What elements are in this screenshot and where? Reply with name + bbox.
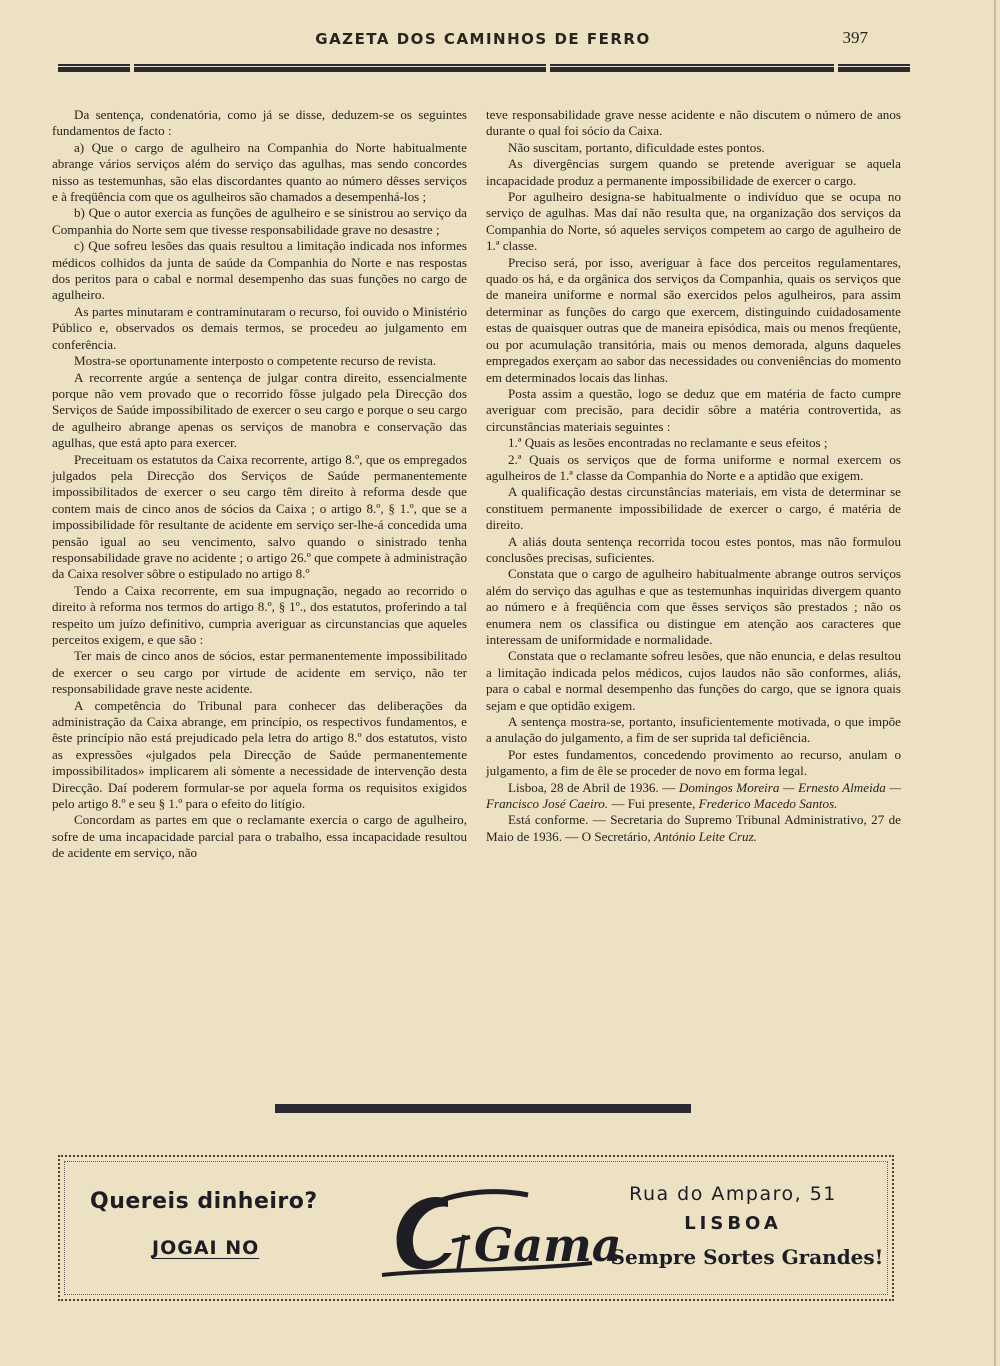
paragraph: A sentença mostra-se, portanto, insuficientemente motivada, o que impõe a anulação do julgamento, a fim de ser suprida tal deficiência.: [486, 714, 901, 746]
conformity-name: António Leite Cruz.: [654, 828, 757, 844]
signature-block: [486, 780, 901, 813]
ad-address: Rua do Amparo, 51: [629, 1183, 837, 1205]
paragraph: A competência do Tribunal para conhecer das deliberações da administração da Caixa abrange, em princípio, os respectivos fundamentos, e êste princípio não está prejudicado pela letra do artigo 8.º dos estatutos, visto as expressões «julgados pela Direcção de Saúde permanentemente impossibilitados» implicarem ali sòmente a necessidade de intervenção desta Direcção. Daí poderem formular-se por aquela forma os requisitos exigidos pelo artigo 8.º e seu § 1.º para o efeito do litígio.: [52, 697, 467, 812]
ad-headline: Quereis dinheiro?: [90, 1189, 318, 1214]
paragraph: Concordam as partes em que o reclamante exercia o cargo de agulheiro, sofre de uma incapacidade parcial para o trabalho, essa incapacidade resultou de acidente em serviço, não: [52, 812, 467, 861]
paragraph: Preciso será, por isso, averiguar à face dos perceitos regulamentares, quado os há, e da orgânica dos serviços da Companhia, quais os serviços que de maneira uniforme e normal são exercidos pelos agulheiros, para assim determinar as funções do cargo que exercem, distinguindo cuidadosamente estas de quaisquer outras que de maneira episódica, mais ou menos freqüente, ou por acumulação transitória, mais ou menos demorada, alguns daqueles empregados exerçam ao sabor das necessidades ou conveniências do momento em determinados locais das linhas.: [486, 254, 901, 385]
page-number: 397: [842, 28, 868, 47]
signature-present-label: — Fui presente,: [611, 796, 696, 812]
paragraph: Não suscitam, portanto, dificuldade estes pontos.: [508, 139, 765, 155]
paragraph: A aliás douta sentença recorrida tocou estes pontos, mas não formulou conclusões precisas, suficientes.: [486, 533, 901, 565]
signature-names: Domingos Moreira — Ernesto Almeida — Francisco José Caeiro.: [486, 779, 901, 812]
gama-logo: [378, 1179, 622, 1289]
ad-slogan: Sempre Sortes Grandes!: [610, 1245, 884, 1269]
paragraph: Constata que o reclamante sofreu lesões, que não enuncia, e delas resultou a limitação indicada pelos médicos, cujos laudos não são conformes, aliás, para o cabal e normal desempenho das funções do cargo, que se ignora quais sejam e que optidão exigem.: [486, 648, 901, 713]
article-column-right: [486, 107, 901, 845]
header-rule-gap: [546, 64, 550, 72]
paragraph: 2.ª Quais os serviços que de forma uniforme e normal exercem os agulheiros de 1.ª classe da Companhia do Norte e a aptidão que exigem.: [486, 451, 901, 483]
paragraph: A qualificação destas circunstâncias materiais, em vista de determinar se constituem permanente impossibilidade de exercer o cargo, é matéria de direito.: [486, 484, 901, 533]
paragraph: c) Que sofreu lesões das quais resultou a limitação indicada nos informes médicos colhidos da junta de saúde da Companhia do Norte e nas respostas dos peritos para o cabal e normal desempenho das suas funções no cargo de agulheiro.: [52, 238, 467, 303]
conformity-block: [486, 812, 901, 845]
publication-title: GAZETA DOS CAMINHOS DE FERRO: [315, 30, 651, 48]
paragraph: A recorrente argúe a sentença de julgar contra direito, essencialmente porque não vem provado que o recorrido fôsse julgado pela Direcção dos Serviços de Saúde impossibilitado de exercer o seu cargo e porque o seu cargo de agulheiro abrange apenas os serviços de manobra e conservação das agulhas, que está apto para exercer.: [52, 369, 467, 451]
paragraph: Por agulheiro designa-se habitualmente o indivíduo que se ocupa no serviço de agulhas. Mas daí não resulta que, na organização dos serviços da Companhia do Norte, só aqueles serviços competem ao cargo de agulheiro de 1.ª classe.: [486, 189, 901, 254]
page-edge-shadow: [994, 0, 996, 1366]
article-column-left: [52, 107, 467, 862]
paragraph: Ter mais de cinco anos de sócios, estar permanentemente impossibilitado de exercer o seu cargo por virtude de acidente em serviço, não ter responsabilidade grave neste acidente.: [52, 648, 467, 697]
paragraph: Tendo a Caixa recorrente, em sua impugnação, negado ao recorrido o direito à reforma nos termos do artigo 8.º, § 1º., dos estatutos, proferindo a tal respeito um juízo definitivo, cumpria averiguar as circunstancias que aqueles perceitos exigem, e que são :: [52, 582, 467, 647]
lottery-advertisement: [58, 1155, 894, 1301]
paragraph: Mostra-se oportunamente interposto o competente recurso de revista.: [74, 353, 437, 369]
signature-present-name: Frederico Macedo Santos.: [698, 796, 838, 812]
paragraph: Constata que o cargo de agulheiro habitualmente abrange outros serviços além do serviço das agulhas e que as testemunhas inquiridas divergem quanto ao número e à freqüência com que êsses serviços são prestados ; não os enumera nem os classifica ou distingue em atenção aos caracteres que interessam de uniformidade e normalidade.: [486, 566, 901, 647]
header-rule: [58, 64, 910, 72]
page-header: [58, 26, 908, 54]
paragraph: a) Que o cargo de agulheiro na Companhia do Norte habitualmente abrange vários serviços além do serviço das agulhas, mas sendo concordes nisso as testemunhas, são elas discordantes quanto ao número dêsses serviços e à freqüência com que os agulheiros são chamados a desempenhá-los ;: [52, 139, 467, 205]
paragraph: Preceituam os estatutos da Caixa recorrente, artigo 8.º, que os empregados julgados pela Direcção dos Serviços de Saúde permanentemente impossibilitados de exercer o seu cargo têm direito à reforma desde que contem mais de cinco anos de sócios da Caixa ; o artigo 8.º, § 1.º, que se a impossibilidade fôr resultante de acidente em serviço ser-lhe-á concedida uma pensão igual ao seu vencimento, salvo quando o sinistrado tenha responsabilidade grave no acidente ; o artigo 26.º que compete à administração da Caixa resolver sôbre o estipulado no artigo 8.º: [52, 451, 467, 582]
paragraph: teve responsabilidade grave nesse acidente e não discutem o número de anos durante o qual foi sócio da Caixa.: [486, 107, 901, 139]
paragraph: Da sentença, condenatória, como já se disse, deduzem-se os seguintes fundamentos de facto :: [52, 107, 467, 139]
section-separator-bar: [275, 1104, 691, 1113]
paragraph: As partes minutaram e contraminutaram o recurso, foi ouvido o Ministério Público e, observados os demais termos, se procedeu ao julgamento em conferência.: [52, 303, 467, 352]
ad-subline: JOGAI NO: [152, 1237, 260, 1259]
paragraph: 1.ª Quais as lesões encontradas no reclamante e seus efeitos ;: [508, 435, 828, 451]
signature-place-date: Lisboa, 28 de Abril de 1936. —: [508, 779, 676, 795]
paragraph: Posta assim a questão, logo se deduz que em matéria de facto cumpre averiguar com precisão, para decidir sôbre a matéria controvertida, as circunstâncias materiais seguintes :: [486, 385, 901, 434]
paragraph: Por estes fundamentos, concedendo provimento ao recurso, anulam o julgamento, a fim de êle se proceder de novo em forma legal.: [486, 746, 901, 779]
header-rule-gap: [130, 64, 134, 72]
ad-city: LISBOA: [684, 1213, 782, 1234]
gama-logo-text: Gama: [474, 1218, 622, 1272]
header-rule-thin: [58, 64, 910, 66]
paragraph: As divergências surgem quando se pretende averiguar se aquela incapacidade produz a permanente impossibilidade de exercer o cargo.: [486, 156, 901, 188]
header-rule-thick: [58, 67, 910, 72]
paragraph: b) Que o autor exercia as funções de agulheiro e se sinistrou ao serviço da Companhia do Norte sem que tivesse responsabilidade grave no desastre ;: [52, 205, 467, 237]
conformity-text: Está conforme. — Secretaria do Supremo Tribunal Administrativo, 27 de Maio de 1936. — O Secretário,: [486, 812, 901, 844]
header-rule-gap: [834, 64, 838, 72]
